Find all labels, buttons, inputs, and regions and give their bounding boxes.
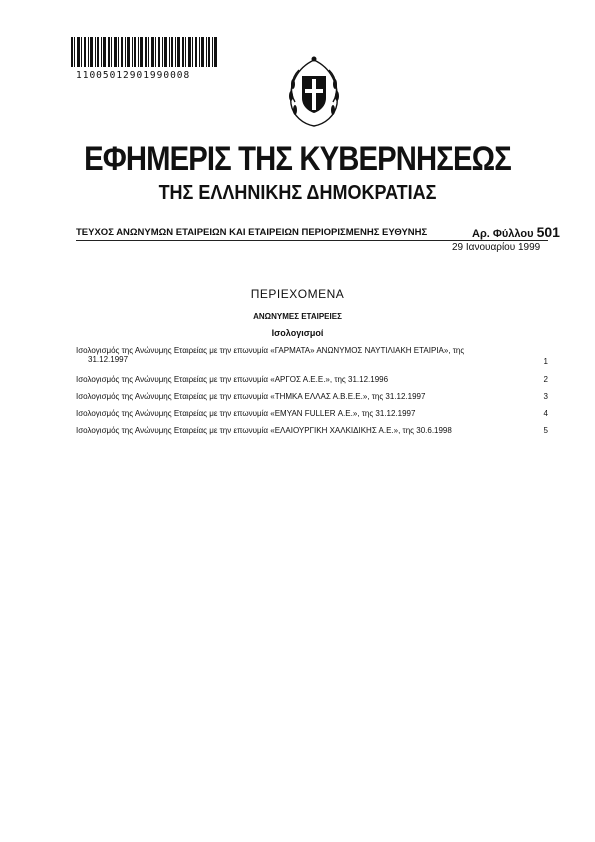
toc-entry: [76, 375, 548, 384]
sheet-number: 501: [536, 224, 560, 240]
contents-section: ΑΝΩΝΥΜΕΣ ΕΤΑΙΡΕΙΕΣ: [253, 312, 342, 321]
barcode: [71, 37, 219, 67]
toc-entry: [76, 392, 548, 401]
contents-subsection: Ισολογισμοί: [271, 328, 324, 338]
gazette-subtitle: ΤΗΣ ΕΛΛΗΝΙΚΗΣ ΔΗΜΟΚΡΑΤΙΑΣ: [158, 182, 437, 204]
toc-entry-text-cont: [76, 355, 548, 364]
toc-entry: [76, 426, 548, 435]
toc-entry: [76, 409, 548, 418]
toc-entry-text: Ισολογισμός της Ανώνυμης Εταιρείας με την επωνυμία «ΕΜΥΑΝ FULLER Α.Ε.», της 31.12.1997: [76, 409, 416, 418]
sheet-label-text: Αρ. Φύλλου: [472, 228, 534, 240]
issue-series: ΤΕΥΧΟΣ ΑΝΩΝΥΜΩΝ ΕΤΑΙΡΕΙΩΝ ΚΑΙ ΕΤΑΙΡΕΙΩΝ ΠΕΡΙΟΡΙΣΜΕΝΗΣ ΕΥΘΥΝΗΣ: [76, 227, 428, 238]
contents-heading: ΠΕΡΙΕΧΟΜΕΝΑ: [250, 287, 345, 301]
toc-entry-text: Ισολογισμός της Ανώνυμης Εταιρείας με την επωνυμία «ΤΗΜΚΑ ΕΛΛΑΣ Α.Β.Ε.Ε.», της 31.12.1997: [76, 392, 426, 401]
gazette-title: ΕΦΗΜΕΡΙΣ ΤΗΣ ΚΥΒΕΡΝΗΣΕΩΣ: [84, 140, 511, 178]
coat-of-arms-emblem: [281, 54, 347, 130]
toc-entry: [76, 346, 548, 364]
toc-page-number: 2: [543, 375, 548, 384]
toc-entry-text: Ισολογισμός της Ανώνυμης Εταιρείας με την επωνυμία «ΕΛΑΙΟΥΡΓΙΚΗ ΧΑΛΚΙΔΙΚΗΣ Α.Ε.», της 30.6.1998: [76, 426, 452, 435]
toc-page-number: 3: [543, 392, 548, 401]
toc-entry-text: Ισολογισμός της Ανώνυμης Εταιρείας με την επωνυμία «ΑΡΓΟΣ Α.Ε.Ε.», της 31.12.1996: [76, 375, 389, 384]
toc-page-number: 5: [543, 426, 548, 435]
toc-entry-text: Ισολογισμός της Ανώνυμης Εταιρείας με την επωνυμία «ΓΑΡΜΑΤΑ» ΑΝΩΝΥΜΟΣ ΝΑΥΤΙΛΙΑΚΗ ΕΤΑΙΡΙΑ», της: [76, 346, 465, 355]
toc-page-number: 1: [543, 357, 548, 366]
issue-date: 29 Ιανουαρίου 1999: [452, 242, 541, 253]
barcode-number: 11005012901990008: [76, 70, 191, 81]
toc-entry-date: 31.12.1997: [88, 355, 129, 364]
sheet-number-label: [472, 224, 560, 240]
toc-page-number: 4: [543, 409, 548, 418]
header-rule: [76, 240, 548, 241]
